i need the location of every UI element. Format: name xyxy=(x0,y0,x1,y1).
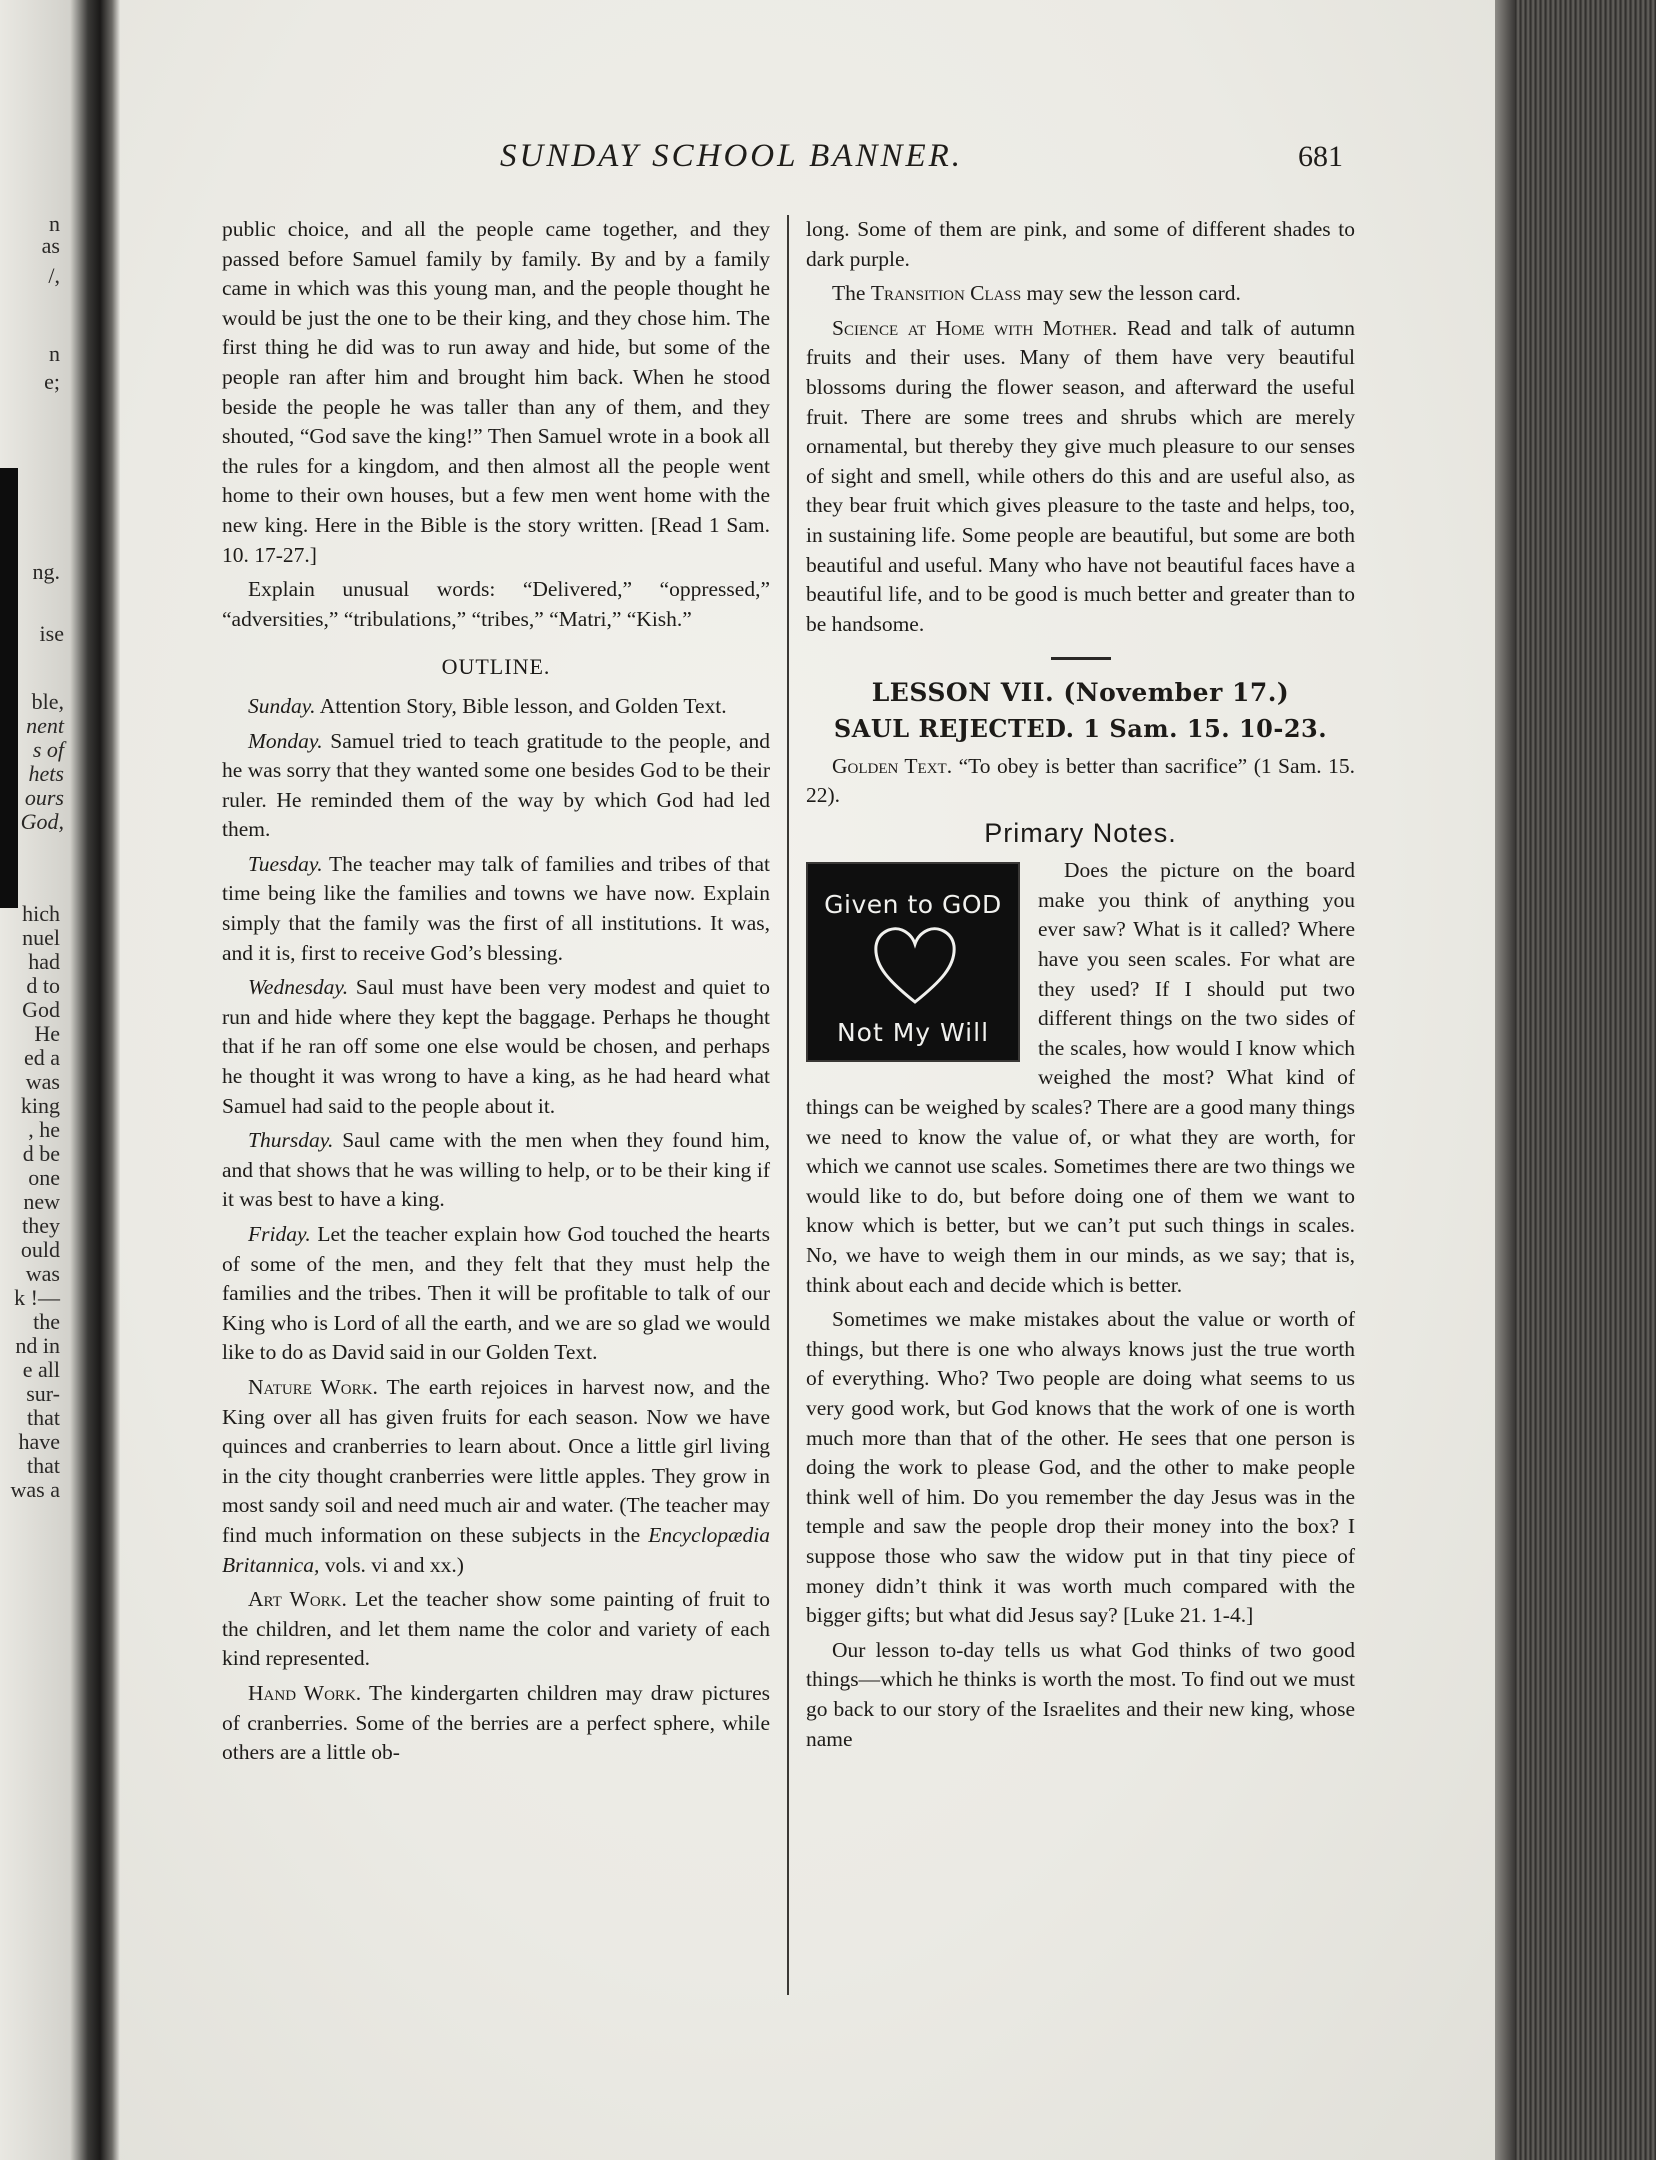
section-label: Golden Text. xyxy=(832,753,953,778)
facing-page-fragment: n xyxy=(49,341,60,366)
blackboard xyxy=(806,862,1020,1062)
column-rule xyxy=(787,215,789,1995)
section-divider xyxy=(1051,657,1111,660)
facing-page-fragment: ng. xyxy=(32,559,60,584)
facing-page-fragment: ours xyxy=(24,785,64,810)
facing-page-fragment: e all xyxy=(22,1357,60,1382)
lesson-heading: LESSON VII. (November 17.) xyxy=(871,678,1290,708)
facing-page-fragment: God xyxy=(22,997,60,1022)
facing-page-fragment: have xyxy=(18,1429,60,1454)
day-text: The teacher may talk of families and tribes of that time being like the families and towns we have now. Explain simply that the family was the first of all institutions. It was, and it is, first to receive God’s blessing. xyxy=(222,851,770,965)
science-at-home xyxy=(806,314,1355,640)
paragraph-continued: long. Some of them are pink, and some of different shades to dark purple. xyxy=(806,217,1355,271)
facing-page-fragment: ble, xyxy=(31,689,64,714)
facing-page-fragment: ed a xyxy=(23,1045,60,1070)
hand-work xyxy=(222,1679,770,1768)
transition-class xyxy=(806,279,1355,309)
facing-page-fragment: was a xyxy=(10,1477,60,1502)
section-prefix: The xyxy=(832,281,866,306)
day-text: Saul came with the men when they found him, and that shows that he was willing to help, or to be their king if it was best to have a king. xyxy=(222,1128,771,1212)
paragraph-continued: public choice, and all the people came together, and they passed before Samuel family by family. By and by a family came in which was this young man, and the people thought he would be just the one to be their king, and they chose him. The first thing he did was to run away and hide, but some of the people ran after him and brought him back. When he stood beside the people he was taller than any of them, and they shouted, “God save the king!” Then Samuel wrote in a book all the rules for a kingdom, and then almost all the people went home to their own houses, but a few men went home with the new king. Here in the Bible is the story written. [Read 1 Sam. 10. 17-27.] xyxy=(222,217,770,567)
day-label: Wednesday. xyxy=(248,975,349,1000)
facing-page-fragment: was xyxy=(25,1069,60,1094)
paragraph-unusual-words: Explain unusual words: “Delivered,” “oppressed,” “adversities,” “tribulations,” “tribes,” “Matri,” “Kish.” xyxy=(222,577,770,631)
facing-page-fragment: nd in xyxy=(15,1333,60,1358)
section-text: Read and talk of autumn fruits and their uses. Many of them have very beautiful blossoms during the flower season, and afterward the useful fruit. There are some trees and shrubs which are merely ornamental, but thereby they give much pleasure to our senses of sight and smell, while others do this and are useful also, as they bear fruit which gives pleasure to the taste and helps, too, in sustaining life. Some people are beautiful, but some are both beautiful and useful. Many who have not beautiful faces have a beautiful life, and to be good is much better and greater than to be handsome. xyxy=(806,315,1356,636)
golden-text xyxy=(806,752,1355,811)
facing-page-fragment: nuel xyxy=(22,925,60,950)
facing-page-fragment: sur- xyxy=(26,1381,60,1406)
section-label: Science at Home with Mother. xyxy=(832,315,1118,340)
section-label: Transition Class xyxy=(870,281,1022,306)
day-label: Sunday. xyxy=(248,693,316,718)
book-page-edge-highlight xyxy=(1495,0,1515,2160)
book-page-edges xyxy=(1495,0,1656,2160)
page-number: 681 xyxy=(1298,140,1343,173)
facing-page-fragment: e; xyxy=(44,369,60,394)
outline-monday xyxy=(222,727,770,845)
outline-sunday xyxy=(222,692,770,722)
facing-page-fragment: they xyxy=(22,1213,60,1238)
facing-page-fragment: that xyxy=(27,1405,60,1430)
facing-page-fragment: s of xyxy=(32,737,64,762)
section-label: Hand Work. xyxy=(248,1680,362,1705)
facing-page-fragment: k !— xyxy=(14,1285,60,1310)
primary-notes-heading: Primary Notes. xyxy=(984,817,1177,848)
facing-page-fragment: hets xyxy=(28,761,64,786)
day-text: Samuel tried to teach gratitude to the people, and he was sorry that they wanted some one besides God to be their ruler. He reminded them of the way by which God had led them. xyxy=(222,728,770,842)
paragraph-lesson: Our lesson to-day tells us what God thinks of two good things—which he thinks is worth the most. To find out we must go back to our story of the Israelites and their new king, whose name xyxy=(806,1637,1355,1751)
facing-page-fragment: d to xyxy=(26,973,60,998)
running-head: SUNDAY SCHOOL BANNER. xyxy=(500,138,964,174)
board-text-top: Given to GOD xyxy=(824,890,1002,920)
column-right xyxy=(806,215,1355,1759)
day-text: Attention Story, Bible lesson, and Golden Text. xyxy=(319,693,727,718)
nature-work xyxy=(222,1373,770,1580)
outline-heading: OUTLINE. xyxy=(441,654,551,680)
section-text: The kindergarten children may draw pictures of cranberries. Some of the berries are a perfect sphere, while others are a little ob- xyxy=(222,1680,770,1765)
section-text: may sew the lesson card. xyxy=(1026,281,1241,306)
paragraph-mistakes: Sometimes we make mistakes about the value or worth of things, but there is one who always knows just the true worth of everything. Who? Two people are doing what seems to us very good work, but God knows that the work of one is worth much more than that of the other. He sees that one person is doing the work to please God, and the other to make people think well of him. Do you remember the day Jesus was in the temple and saw the people drop their money into the box? I suppose those who saw the widow put in that tiny piece of money didn’t think it was worth much compared with the bigger gifts; but what did Jesus say? [Luke 21. 1-4.] xyxy=(806,1307,1355,1628)
facing-page-fragment: ould xyxy=(20,1237,60,1262)
paragraph-picture: Does the picture on the board make you think of anything you ever saw? What is it called? Where have you seen scales. For what are they used? If I should put two different things on the two sides of the scales, how would I know which weighed the most? What kind of things can be weighed by scales? There are a good many things we need to know the value of, or what they are worth, for which we cannot use scales. Sometimes there are two things we would like to do, but before doing one of them we want to know which is better, but we can’t put such things in scales. No, we have to weigh them in our minds, as we say; that is, think about each and decide which is better. xyxy=(806,858,1355,1297)
day-text: Let the teacher explain how God touched the hearts of some of the men, and they felt that they must help the families and the tribes. Then it will be profitable to talk of our King who is Lord of all the earth, and we are so glad we would like to do as David said in our Golden Text. xyxy=(222,1222,770,1365)
outline-tuesday xyxy=(222,850,770,968)
day-text: Saul must have been very modest and quiet to run and hide where they kept the baggage. Perhaps he thought that if he ran off some one else would be chosen, and perhaps he thought it was wrong to have a king, as he had heard what Samuel had said to the people about it. xyxy=(222,975,770,1118)
section-label: Nature Work. xyxy=(248,1374,378,1399)
facing-page-fragment: that xyxy=(27,1453,60,1478)
facing-page-fragment: king xyxy=(20,1093,60,1118)
facing-page-edge xyxy=(0,0,100,2160)
section-text: “To obey is better than sacrifice” (1 Sam. 15. 22). xyxy=(806,753,1355,808)
facing-page-fragment: the xyxy=(33,1309,60,1334)
day-label: Friday. xyxy=(248,1222,311,1246)
section-label: Art Work. xyxy=(248,1587,347,1612)
board-text-bottom: Not My Will xyxy=(836,1018,990,1048)
facing-page-fragment: God, xyxy=(20,809,64,834)
outline-wednesday xyxy=(222,973,770,1121)
day-label: Thursday. xyxy=(248,1128,334,1153)
facing-page-fragment: ise xyxy=(39,621,64,646)
facing-page-fragment: had xyxy=(28,949,60,974)
section-text: The earth rejoices in harvest now, and the King over all has given fruits for each season. Now we have quinces and cranberries to learn about. Once a little girl living in the city thought cranberries were little apples. They grow in most sandy soil and need much air and water. (The teacher may find much information on these subjects in the xyxy=(222,1374,770,1547)
facing-page-fragment: was xyxy=(25,1261,60,1286)
facing-page-dark-block xyxy=(0,468,18,908)
encyclopedia-title: Encyclopædia Britannica, xyxy=(222,1522,770,1577)
facing-page-fragment: as xyxy=(41,233,60,258)
facing-page-fragment: nent xyxy=(26,713,64,738)
book-gutter xyxy=(100,0,120,2160)
facing-page-fragment: He xyxy=(34,1021,60,1046)
facing-page-fragment: n xyxy=(49,211,60,236)
facing-page-fragment: new xyxy=(23,1189,60,1214)
outline-thursday xyxy=(222,1126,770,1215)
outline-friday xyxy=(222,1220,770,1368)
day-label: Tuesday. xyxy=(248,851,323,876)
facing-page-fragment: one xyxy=(28,1165,60,1190)
column-left xyxy=(222,215,770,1773)
day-label: Monday. xyxy=(248,728,323,753)
facing-page-fragment: hich xyxy=(22,901,60,926)
facing-page-fragment: /, xyxy=(48,263,60,288)
section-text: vols. vi and xx.) xyxy=(324,1552,464,1577)
section-text: Let the teacher show some painting of fruit to the children, and let them name the color and variety of each kind represented. xyxy=(222,1587,771,1671)
heart-outline-icon xyxy=(870,924,960,1006)
facing-page-fragment: d be xyxy=(22,1141,60,1166)
blackboard-figure xyxy=(806,862,1020,1062)
lesson-title: SAUL REJECTED. 1 Sam. 15. 10-23. xyxy=(833,713,1328,743)
facing-page-fragment: , he xyxy=(28,1117,60,1142)
art-work xyxy=(222,1585,770,1674)
